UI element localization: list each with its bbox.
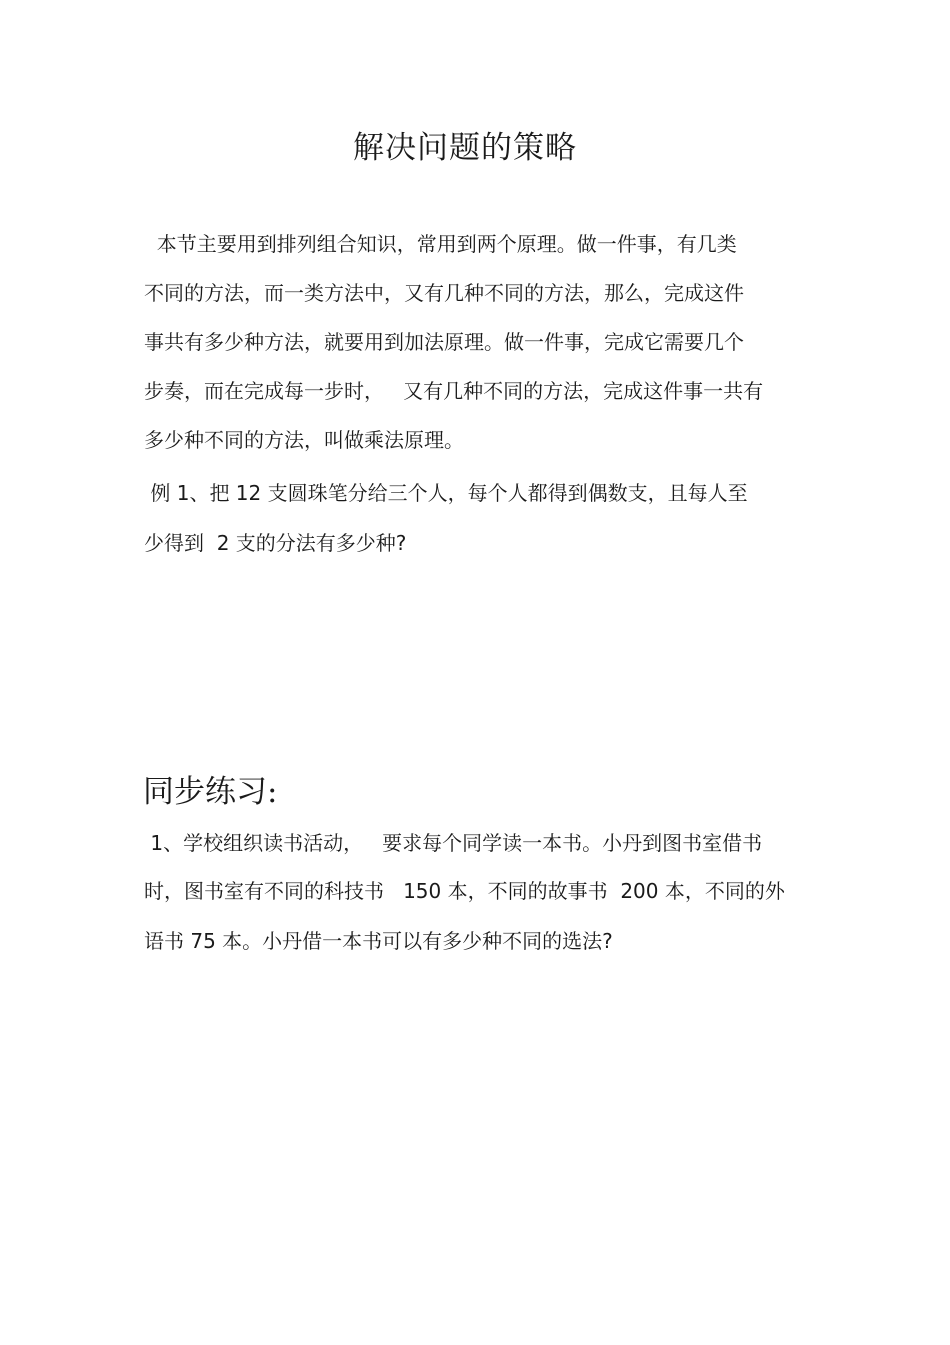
example-line-1: 例 1、把 12 支圆珠笔分给三个人，每个人都得到偶数支，且每人至 <box>144 481 748 505</box>
intro-line-4: 步奏，而在完成每一步时， 又有几种不同的方法，完成这件事一共有 <box>144 379 764 403</box>
page-title: 解决问题的策略 <box>353 130 577 166</box>
intro-line-2: 不同的方法，而一类方法中，又有几种不同的方法，那么，完成这件 <box>144 281 744 305</box>
practice-line-1: 1、学校组织读书活动， 要求每个同学读一本书。小丹到图书室借书 <box>144 831 763 855</box>
intro-line-3: 事共有多少种方法，就要用到加法原理。做一件事，完成它需要几个 <box>144 330 744 354</box>
intro-line-5: 多少种不同的方法，叫做乘法原理。 <box>144 428 464 452</box>
intro-line-1: 本节主要用到排列组合知识，常用到两个原理。做一件事，有几类 <box>144 232 737 256</box>
example-line-2: 少得到 2 支的分法有多少种? <box>144 531 407 555</box>
practice-heading: 同步练习: <box>143 774 278 810</box>
practice-line-3: 语书 75 本。小丹借一本书可以有多少种不同的选法? <box>144 929 613 953</box>
practice-line-2: 时，图书室有不同的科技书 150 本，不同的故事书 200 本，不同的外 <box>144 879 785 903</box>
